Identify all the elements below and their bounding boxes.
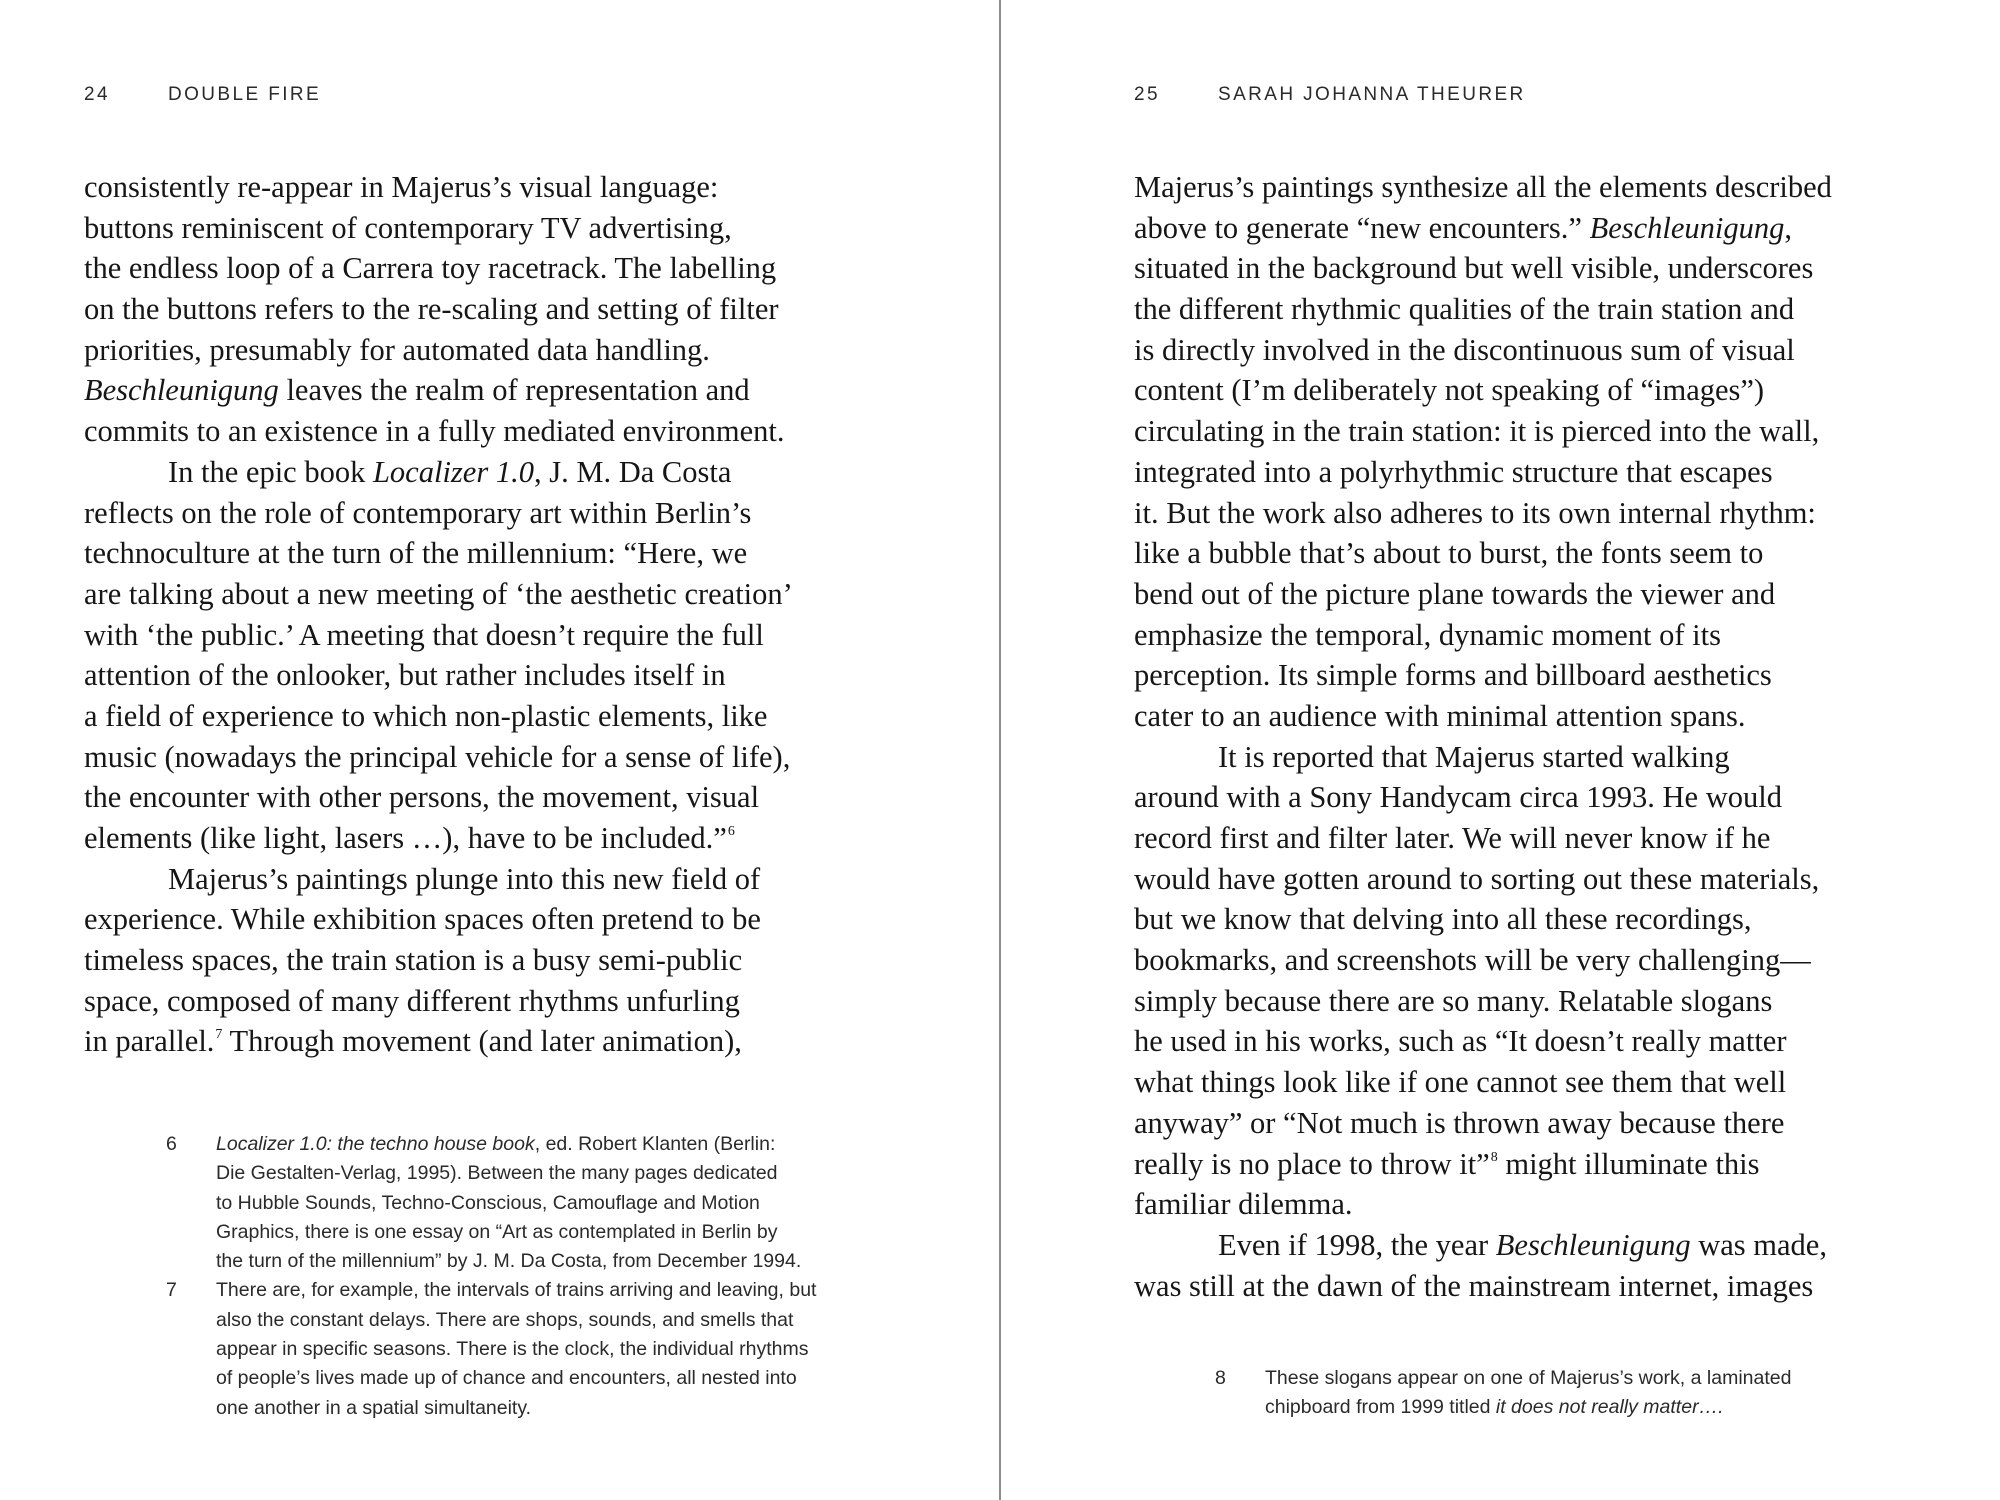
- text-run: familiar dilemma.: [1134, 1187, 1353, 1222]
- page-number: 24: [84, 84, 110, 105]
- footnote-line: [216, 1130, 906, 1159]
- footnote-number: 7: [166, 1279, 177, 1302]
- text-run: chipboard from 1999 titled: [1265, 1396, 1496, 1419]
- text-line: [1134, 533, 1954, 574]
- text-run: on the buttons refers to the re-scaling and setting of filter: [84, 292, 779, 327]
- body-text-left: [84, 167, 904, 1062]
- text-run: was still at the dawn of the mainstream internet, images: [1134, 1268, 1814, 1303]
- text-run: in parallel.: [84, 1024, 215, 1059]
- text-line: [1134, 981, 1954, 1022]
- italic-text: Beschleunigung: [1495, 1227, 1691, 1262]
- text-run: it. But the work also adheres to its own internal rhythm:: [1134, 495, 1816, 530]
- text-line: [84, 208, 904, 249]
- text-line: [1134, 1266, 1954, 1307]
- text-line: [1134, 574, 1954, 615]
- text-run: record first and filter later. We will never know if he: [1134, 821, 1771, 855]
- italic-text: it does not really matter….: [1495, 1396, 1724, 1419]
- left-page: [0, 0, 999, 1500]
- text-run: the different rhythmic qualities of the train station and: [1134, 292, 1795, 327]
- text-line: [1134, 1184, 1954, 1225]
- running-head-left: [84, 84, 322, 106]
- text-line: [1134, 777, 1954, 818]
- text-run: Graphics, there is one essay on “Art as contemplated in Berlin by: [216, 1220, 778, 1243]
- footnote-number: 8: [1215, 1367, 1226, 1389]
- footnotes-left: [166, 1130, 906, 1423]
- text-run: space, composed of many different rhythms unfurling: [84, 983, 740, 1018]
- text-run: the encounter with other persons, the movement, visual: [84, 780, 760, 815]
- text-line: [1134, 1225, 1954, 1266]
- footnote: [1215, 1364, 1915, 1423]
- footnote: [166, 1130, 906, 1276]
- text-line: [84, 411, 904, 452]
- text-run: really is no place to throw it”: [1134, 1146, 1490, 1181]
- text-run: , J. M. Da Costa: [533, 454, 732, 489]
- body-text-right: [1134, 167, 1954, 1306]
- text-run: These slogans appear on one of Majerus’s work, a laminated: [1265, 1367, 1792, 1389]
- text-run: around with a Sony Handycam circa 1993. He would: [1134, 780, 1782, 815]
- text-line: [1134, 899, 1954, 940]
- text-run: Even if 1998, the year: [1218, 1227, 1496, 1262]
- text-line: [84, 330, 904, 371]
- footnote-reference[interactable]: 6: [727, 824, 735, 839]
- text-line: [1134, 452, 1954, 493]
- text-run: anyway” or “Not much is thrown away because there: [1134, 1105, 1785, 1140]
- text-line: [1134, 1021, 1954, 1062]
- text-run: experience. While exhibition spaces often pretend to be: [84, 902, 761, 937]
- italic-text: Beschleunigung: [84, 373, 279, 408]
- text-run: cater to an audience with minimal attention spans.: [1134, 698, 1746, 733]
- text-run: are talking about a new meeting of ‘the aesthetic creation’: [84, 576, 793, 611]
- text-line: [84, 859, 904, 900]
- text-run: of people’s lives made up of chance and encounters, all nested into: [216, 1367, 797, 1390]
- text-run: above to generate “new encounters.”: [1134, 210, 1590, 245]
- text-line: [1134, 370, 1954, 411]
- running-head-title: DOUBLE FIRE: [168, 84, 322, 105]
- text-line: [1134, 208, 1954, 249]
- text-run: timeless spaces, the train station is a busy semi-public: [84, 943, 743, 978]
- text-line: [84, 533, 904, 574]
- footnote-reference[interactable]: 8: [1490, 1149, 1498, 1165]
- text-line: [1134, 1103, 1954, 1144]
- text-run: Through movement (and later animation),: [222, 1024, 742, 1059]
- page-number: 25: [1134, 84, 1160, 105]
- text-line: [1134, 493, 1954, 534]
- text-line: [1134, 737, 1954, 778]
- footnote-line: [216, 1276, 906, 1305]
- text-run: reflects on the role of contemporary art within Berlin’s: [84, 495, 752, 530]
- footnote-line: [216, 1306, 906, 1335]
- footnote-line: [216, 1394, 906, 1423]
- text-run: attention of the onlooker, but rather includes itself in: [84, 658, 726, 693]
- text-line: [84, 452, 904, 493]
- text-run: bend out of the picture plane towards the viewer and: [1134, 576, 1776, 611]
- footnote-line: [216, 1159, 906, 1188]
- running-head-title: SARAH JOHANNA THEURER: [1218, 84, 1526, 105]
- footnote-reference[interactable]: 7: [215, 1027, 223, 1043]
- text-run: simply because there are so many. Relatable slogans: [1134, 983, 1773, 1018]
- text-run: , ed. Robert Klanten (Berlin:: [534, 1133, 776, 1155]
- text-run: to Hubble Sounds, Techno-Conscious, Camouflage and Motion: [216, 1191, 760, 1214]
- italic-text: Beschleunigung: [1589, 210, 1785, 245]
- text-line: [84, 493, 904, 534]
- footnotes-right: [1215, 1364, 1915, 1423]
- text-run: technoculture at the turn of the millennium: “Here, we: [84, 536, 748, 571]
- text-run: was made,: [1690, 1227, 1827, 1262]
- text-run: but we know that delving into all these recordings,: [1134, 902, 1752, 937]
- footnote-line: [1265, 1393, 1915, 1422]
- text-run: might illuminate this: [1497, 1146, 1760, 1181]
- text-line: [84, 777, 904, 818]
- footnote-line: [1265, 1364, 1915, 1393]
- text-run: leaves the realm of representation and: [278, 373, 750, 408]
- text-run: bookmarks, and screenshots will be very challenging—: [1134, 943, 1811, 978]
- text-run: In the epic book: [168, 454, 373, 489]
- text-line: [1134, 859, 1954, 900]
- text-line: [84, 370, 904, 411]
- text-line: [1134, 696, 1954, 737]
- italic-text: Localizer 1.0: [372, 454, 534, 489]
- footnote-line: [216, 1364, 906, 1393]
- text-line: [1134, 655, 1954, 696]
- text-run: a field of experience to which non-plastic elements, like: [84, 698, 768, 733]
- text-line: [1134, 248, 1954, 289]
- text-line: [84, 737, 904, 778]
- text-line: [84, 818, 904, 859]
- text-run: situated in the background but well visible, underscores: [1134, 251, 1814, 286]
- text-run: the turn of the millennium” by J. M. Da Costa, from December 1994.: [216, 1250, 802, 1273]
- text-run: commits to an existence in a fully mediated environment.: [84, 414, 785, 449]
- text-line: [1134, 167, 1954, 208]
- text-run: he used in his works, such as “It doesn’t really matter: [1134, 1024, 1787, 1059]
- text-line: [84, 899, 904, 940]
- footnote-line: [216, 1247, 906, 1276]
- text-line: [84, 696, 904, 737]
- text-line: [84, 655, 904, 696]
- text-run: elements (like light, lasers …), have to be included.”: [84, 821, 727, 855]
- text-run: Majerus’s paintings plunge into this new field of: [168, 861, 761, 896]
- text-run: appear in specific seasons. There is the clock, the individual rhythms: [216, 1338, 809, 1361]
- text-run: Majerus’s paintings synthesize all the elements described: [1134, 170, 1832, 204]
- text-run: also the constant delays. There are shops, sounds, and smells that: [216, 1308, 794, 1331]
- text-run: content (I’m deliberately not speaking of “images”): [1134, 373, 1765, 408]
- running-head-right: [1134, 84, 1526, 106]
- text-run: with ‘the public.’ A meeting that doesn’t require the full: [84, 617, 764, 652]
- text-run: It is reported that Majerus started walking: [1218, 739, 1730, 774]
- right-page: [1001, 0, 2000, 1500]
- footnote: [166, 1276, 906, 1422]
- text-run: emphasize the temporal, dynamic moment of its: [1134, 617, 1721, 652]
- text-run: consistently re-appear in Majerus’s visual language:: [84, 170, 719, 204]
- text-line: [1134, 1062, 1954, 1103]
- text-run: the endless loop of a Carrera toy racetrack. The labelling: [84, 251, 777, 286]
- text-line: [1134, 615, 1954, 656]
- footnote-number: 6: [166, 1133, 177, 1155]
- text-line: [1134, 940, 1954, 981]
- text-run: buttons reminiscent of contemporary TV advertising,: [84, 210, 732, 245]
- text-run: one another in a spatial simultaneity.: [216, 1396, 532, 1419]
- text-run: is directly involved in the discontinuous sum of visual: [1134, 332, 1795, 367]
- text-line: [84, 1021, 904, 1062]
- text-line: [1134, 1144, 1954, 1185]
- text-run: There are, for example, the intervals of trains arriving and leaving, but: [216, 1279, 817, 1302]
- text-run: perception. Its simple forms and billboard aesthetics: [1134, 658, 1772, 693]
- text-line: [1134, 818, 1954, 859]
- text-line: [84, 981, 904, 1022]
- text-run: music (nowadays the principal vehicle for a sense of life),: [84, 739, 791, 774]
- footnote-line: [216, 1335, 906, 1364]
- footnote-line: [216, 1189, 906, 1218]
- text-run: would have gotten around to sorting out these materials,: [1134, 861, 1820, 896]
- text-line: [84, 289, 904, 330]
- text-run: like a bubble that’s about to burst, the fonts seem to: [1134, 536, 1764, 571]
- text-run: ,: [1784, 210, 1793, 245]
- text-run: what things look like if one cannot see them that well: [1134, 1065, 1787, 1100]
- text-run: priorities, presumably for automated data handling.: [84, 332, 710, 367]
- text-line: [84, 940, 904, 981]
- text-line: [1134, 330, 1954, 371]
- italic-text: Localizer 1.0: the techno house book: [216, 1133, 535, 1155]
- text-line: [1134, 289, 1954, 330]
- text-run: integrated into a polyrhythmic structure that escapes: [1134, 454, 1773, 489]
- text-line: [84, 167, 904, 208]
- text-run: Die Gestalten-Verlag, 1995). Between the many pages dedicated: [216, 1162, 778, 1185]
- footnote-line: [216, 1218, 906, 1247]
- text-run: circulating in the train station: it is pierced into the wall,: [1134, 414, 1820, 449]
- text-line: [1134, 411, 1954, 452]
- text-line: [84, 615, 904, 656]
- text-line: [84, 574, 904, 615]
- text-line: [84, 248, 904, 289]
